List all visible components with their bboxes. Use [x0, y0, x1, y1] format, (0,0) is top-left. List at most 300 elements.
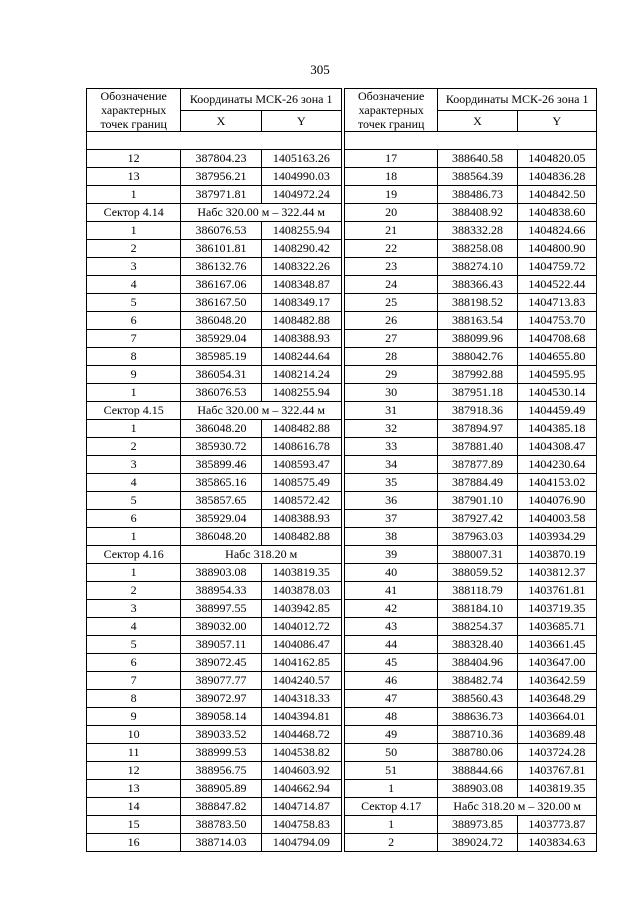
point-number: 7: [87, 672, 181, 690]
x-coordinate: 388903.08: [181, 564, 261, 582]
point-number: 3: [87, 600, 181, 618]
table-row: [345, 654, 597, 672]
point-number: 41: [345, 582, 438, 600]
table-row: [345, 294, 597, 312]
point-number: 42: [345, 600, 438, 618]
y-coordinate: 1408388.93: [261, 330, 341, 348]
y-coordinate: 1408616.78: [261, 438, 341, 456]
x-coordinate: 389072.45: [181, 654, 261, 672]
y-coordinate: 1404538.82: [261, 744, 341, 762]
table-row: [345, 744, 597, 762]
table-row: [87, 186, 342, 204]
table-row: [87, 762, 342, 780]
sector-name: Сектор 4.15: [87, 402, 181, 420]
table-row: [345, 492, 597, 510]
table-row: [345, 780, 597, 798]
table-row: [345, 438, 597, 456]
point-number: 15: [87, 816, 181, 834]
table-row: [345, 456, 597, 474]
x-coordinate: 387963.03: [438, 528, 517, 546]
table-row: [87, 708, 342, 726]
point-number: 36: [345, 492, 438, 510]
table-row: [345, 384, 597, 402]
x-coordinate: 388997.55: [181, 600, 261, 618]
point-number: 50: [345, 744, 438, 762]
sector-row: [87, 546, 342, 564]
x-coordinate: 388332.28: [438, 222, 517, 240]
y-coordinate: 1404308.47: [517, 438, 596, 456]
point-number: 14: [87, 798, 181, 816]
table-row: [345, 168, 597, 186]
point-number: 8: [87, 690, 181, 708]
x-coordinate: 388184.10: [438, 600, 517, 618]
point-number: 1: [87, 384, 181, 402]
point-number: 39: [345, 546, 438, 564]
x-coordinate: 389033.52: [181, 726, 261, 744]
table-row: [87, 690, 342, 708]
y-coordinate: 1404522.44: [517, 276, 596, 294]
point-number: 26: [345, 312, 438, 330]
y-coordinate: 1403812.37: [517, 564, 596, 582]
point-number: 9: [87, 366, 181, 384]
y-coordinate: 1408348.87: [261, 276, 341, 294]
point-number: 11: [87, 744, 181, 762]
x-coordinate: 388118.79: [438, 582, 517, 600]
y-coordinate: 1404836.28: [517, 168, 596, 186]
x-coordinate: 386048.20: [181, 528, 261, 546]
table-row: [345, 510, 597, 528]
sector-name: Сектор 4.14: [87, 204, 181, 222]
x-coordinate: 388254.37: [438, 618, 517, 636]
y-coordinate: 1403819.35: [517, 780, 596, 798]
x-coordinate: 388973.85: [438, 816, 517, 834]
x-coordinate: 386048.20: [181, 312, 261, 330]
point-number: 27: [345, 330, 438, 348]
point-number: 2: [87, 438, 181, 456]
point-number: 25: [345, 294, 438, 312]
y-coordinate: 1404972.24: [261, 186, 341, 204]
table-row: [87, 636, 342, 654]
x-coordinate: 389032.00: [181, 618, 261, 636]
y-coordinate: 1403767.81: [517, 762, 596, 780]
y-coordinate: 1408244.64: [261, 348, 341, 366]
table-row: [345, 762, 597, 780]
x-coordinate: 386054.31: [181, 366, 261, 384]
point-number: 2: [87, 240, 181, 258]
table-row: [345, 312, 597, 330]
header-separator: [345, 132, 597, 150]
x-coordinate: 388714.03: [181, 834, 261, 852]
y-coordinate: 1404230.64: [517, 456, 596, 474]
point-number: 30: [345, 384, 438, 402]
header-separator: [87, 132, 342, 150]
y-coordinate: 1404603.92: [261, 762, 341, 780]
table-row: [87, 456, 342, 474]
table-row: [345, 330, 597, 348]
x-coordinate: 387971.81: [181, 186, 261, 204]
point-number: 43: [345, 618, 438, 636]
x-coordinate: 387901.10: [438, 492, 517, 510]
table-row: [87, 384, 342, 402]
table-row: [345, 672, 597, 690]
table-row: [345, 618, 597, 636]
y-coordinate: 1403719.35: [517, 600, 596, 618]
point-number: 1: [87, 186, 181, 204]
table-row: [87, 240, 342, 258]
sector-name: Сектор 4.16: [87, 546, 181, 564]
table-row: [345, 420, 597, 438]
x-coordinate: 388366.43: [438, 276, 517, 294]
table-row: [87, 258, 342, 276]
x-coordinate: 385857.65: [181, 492, 261, 510]
y-coordinate: 1404385.18: [517, 420, 596, 438]
point-number: 4: [87, 618, 181, 636]
x-coordinate: 388328.40: [438, 636, 517, 654]
point-number: 12: [87, 150, 181, 168]
table-row: [87, 726, 342, 744]
point-number: 51: [345, 762, 438, 780]
x-coordinate: 388564.39: [438, 168, 517, 186]
sector-elevation: Набс 320.00 м – 322.44 м: [181, 204, 342, 222]
coordinates-table-left: [86, 88, 342, 852]
y-coordinate: 1404394.81: [261, 708, 341, 726]
y-coordinate: 1403642.59: [517, 672, 596, 690]
point-number: 40: [345, 564, 438, 582]
table-row: [87, 744, 342, 762]
point-number: 3: [87, 258, 181, 276]
y-coordinate: 1408593.47: [261, 456, 341, 474]
x-coordinate: 385865.16: [181, 474, 261, 492]
y-coordinate: 1403870.19: [517, 546, 596, 564]
y-coordinate: 1404759.72: [517, 258, 596, 276]
point-number: 2: [345, 834, 438, 852]
y-coordinate: 1404459.49: [517, 402, 596, 420]
point-number: 19: [345, 186, 438, 204]
y-coordinate: 1404318.33: [261, 690, 341, 708]
x-coordinate: 388007.31: [438, 546, 517, 564]
table-row: [345, 222, 597, 240]
table-row: [87, 474, 342, 492]
table-row: [345, 708, 597, 726]
y-coordinate: 1408482.88: [261, 528, 341, 546]
point-number: 10: [87, 726, 181, 744]
y-coordinate: 1404990.03: [261, 168, 341, 186]
table-row: [345, 528, 597, 546]
y-coordinate: 1405163.26: [261, 150, 341, 168]
y-coordinate: 1404012.72: [261, 618, 341, 636]
table-row: [345, 582, 597, 600]
y-coordinate: 1404662.94: [261, 780, 341, 798]
x-coordinate: 389072.97: [181, 690, 261, 708]
x-coordinate: 386132.76: [181, 258, 261, 276]
x-coordinate: 386048.20: [181, 420, 261, 438]
table-row: [87, 150, 342, 168]
y-coordinate: 1403942.85: [261, 600, 341, 618]
table-row: [87, 330, 342, 348]
sector-elevation: Набс 318.20 м: [181, 546, 342, 564]
point-number: 13: [87, 780, 181, 798]
x-coordinate: 388710.36: [438, 726, 517, 744]
x-coordinate: 388783.50: [181, 816, 261, 834]
y-coordinate: 1408572.42: [261, 492, 341, 510]
x-coordinate: 387918.36: [438, 402, 517, 420]
point-designation-header: Обозначение характерных точек границ: [345, 89, 438, 132]
y-coordinate: 1404153.02: [517, 474, 596, 492]
table-row: [87, 222, 342, 240]
point-number: 2: [87, 582, 181, 600]
y-coordinate: 1404794.09: [261, 834, 341, 852]
y-coordinate: 1408322.26: [261, 258, 341, 276]
x-coordinate: 385985.19: [181, 348, 261, 366]
point-number: 17: [345, 150, 438, 168]
table-row: [345, 816, 597, 834]
point-number: 1: [345, 816, 438, 834]
point-number: 6: [87, 312, 181, 330]
y-coordinate: 1403661.45: [517, 636, 596, 654]
x-coordinate: 388847.82: [181, 798, 261, 816]
table-row: [87, 492, 342, 510]
table-row: [345, 726, 597, 744]
table-row: [87, 168, 342, 186]
x-coordinate: 385899.46: [181, 456, 261, 474]
page-number: 305: [310, 62, 330, 77]
point-number: 32: [345, 420, 438, 438]
point-number: 1: [87, 564, 181, 582]
table-row: [87, 834, 342, 852]
x-coordinate: 387884.49: [438, 474, 517, 492]
x-coordinate: 388099.96: [438, 330, 517, 348]
x-coordinate: 386167.50: [181, 294, 261, 312]
table-row: [87, 366, 342, 384]
point-designation-header: Обозначение характерных точек границ: [87, 89, 181, 132]
y-coordinate: 1404820.05: [517, 150, 596, 168]
sector-row: [87, 402, 342, 420]
table-row: [345, 240, 597, 258]
point-number: 5: [87, 492, 181, 510]
point-number: 8: [87, 348, 181, 366]
x-coordinate: 388954.33: [181, 582, 261, 600]
point-number: 4: [87, 276, 181, 294]
x-column-header: X: [438, 110, 517, 132]
x-coordinate: 388905.89: [181, 780, 261, 798]
x-coordinate: 388163.54: [438, 312, 517, 330]
y-coordinate: 1403834.63: [517, 834, 596, 852]
point-number: 46: [345, 672, 438, 690]
table-row: [345, 150, 597, 168]
x-coordinate: 387804.23: [181, 150, 261, 168]
y-coordinate: 1408388.93: [261, 510, 341, 528]
x-coordinate: 387992.88: [438, 366, 517, 384]
point-number: 9: [87, 708, 181, 726]
y-coordinate: 1404753.70: [517, 312, 596, 330]
x-coordinate: 388274.10: [438, 258, 517, 276]
point-number: 35: [345, 474, 438, 492]
y-coordinate: 1403685.71: [517, 618, 596, 636]
y-coordinate: 1408575.49: [261, 474, 341, 492]
table-row: [87, 276, 342, 294]
point-number: 1: [87, 222, 181, 240]
point-number: 1: [87, 420, 181, 438]
y-coordinate: 1403773.87: [517, 816, 596, 834]
y-coordinate: 1404530.14: [517, 384, 596, 402]
x-coordinate: 386076.53: [181, 222, 261, 240]
point-number: 44: [345, 636, 438, 654]
x-coordinate: 388198.52: [438, 294, 517, 312]
y-coordinate: 1404714.87: [261, 798, 341, 816]
point-number: 22: [345, 240, 438, 258]
x-coordinate: 387894.97: [438, 420, 517, 438]
point-number: 1: [87, 528, 181, 546]
x-coordinate: 387951.18: [438, 384, 517, 402]
table-row: [87, 672, 342, 690]
sector-elevation: Набс 318.20 м – 320.00 м: [438, 798, 597, 816]
table-row: [345, 348, 597, 366]
x-coordinate: 388042.76: [438, 348, 517, 366]
point-number: 47: [345, 690, 438, 708]
y-column-header: Y: [261, 110, 341, 132]
x-coordinate: 388636.73: [438, 708, 517, 726]
table-row: [87, 816, 342, 834]
table-row: [87, 600, 342, 618]
y-column-header: Y: [517, 110, 596, 132]
x-coordinate: 388059.52: [438, 564, 517, 582]
point-number: 16: [87, 834, 181, 852]
y-coordinate: 1404838.60: [517, 204, 596, 222]
table-row: [87, 564, 342, 582]
y-coordinate: 1403664.01: [517, 708, 596, 726]
y-coordinate: 1408255.94: [261, 384, 341, 402]
x-coordinate: 387956.21: [181, 168, 261, 186]
point-number: 13: [87, 168, 181, 186]
point-number: 4: [87, 474, 181, 492]
x-coordinate: 388482.74: [438, 672, 517, 690]
y-coordinate: 1403934.29: [517, 528, 596, 546]
table-row: [345, 834, 597, 852]
coordinate-system-header: Координаты МСК-26 зона 1: [438, 89, 597, 111]
sector-row: [345, 798, 597, 816]
table-row: [345, 600, 597, 618]
table-row: [87, 582, 342, 600]
y-coordinate: 1404800.90: [517, 240, 596, 258]
point-number: 20: [345, 204, 438, 222]
y-coordinate: 1408290.42: [261, 240, 341, 258]
point-number: 5: [87, 636, 181, 654]
point-number: 6: [87, 510, 181, 528]
table-row: [345, 636, 597, 654]
point-number: 28: [345, 348, 438, 366]
coordinates-table-right: [344, 88, 597, 852]
y-coordinate: 1404468.72: [261, 726, 341, 744]
y-coordinate: 1403724.28: [517, 744, 596, 762]
y-coordinate: 1403761.81: [517, 582, 596, 600]
point-number: 23: [345, 258, 438, 276]
y-coordinate: 1404003.58: [517, 510, 596, 528]
point-number: 5: [87, 294, 181, 312]
y-coordinate: 1404655.80: [517, 348, 596, 366]
point-number: 37: [345, 510, 438, 528]
x-coordinate: 387927.42: [438, 510, 517, 528]
x-coordinate: 388560.43: [438, 690, 517, 708]
y-coordinate: 1404758.83: [261, 816, 341, 834]
x-coordinate: 385929.04: [181, 510, 261, 528]
table-row: [345, 276, 597, 294]
table-row: [345, 402, 597, 420]
x-coordinate: 386167.06: [181, 276, 261, 294]
x-coordinate: 385930.72: [181, 438, 261, 456]
table-row: [87, 654, 342, 672]
sector-row: [87, 204, 342, 222]
y-coordinate: 1403689.48: [517, 726, 596, 744]
point-number: 33: [345, 438, 438, 456]
x-coordinate: 388999.53: [181, 744, 261, 762]
x-column-header: X: [181, 110, 261, 132]
table-row: [345, 564, 597, 582]
x-coordinate: 388640.58: [438, 150, 517, 168]
y-coordinate: 1404595.95: [517, 366, 596, 384]
y-coordinate: 1404708.68: [517, 330, 596, 348]
point-number: 6: [87, 654, 181, 672]
x-coordinate: 388780.06: [438, 744, 517, 762]
table-row: [345, 258, 597, 276]
x-coordinate: 386101.81: [181, 240, 261, 258]
point-number: 21: [345, 222, 438, 240]
y-coordinate: 1404240.57: [261, 672, 341, 690]
table-row: [87, 438, 342, 456]
x-coordinate: 388956.75: [181, 762, 261, 780]
x-coordinate: 388408.92: [438, 204, 517, 222]
x-coordinate: 385929.04: [181, 330, 261, 348]
y-coordinate: 1408214.24: [261, 366, 341, 384]
x-coordinate: 388258.08: [438, 240, 517, 258]
x-coordinate: 389077.77: [181, 672, 261, 690]
y-coordinate: 1408349.17: [261, 294, 341, 312]
y-coordinate: 1403878.03: [261, 582, 341, 600]
point-number: 45: [345, 654, 438, 672]
x-coordinate: 388486.73: [438, 186, 517, 204]
y-coordinate: 1408482.88: [261, 420, 341, 438]
table-row: [345, 366, 597, 384]
y-coordinate: 1404713.83: [517, 294, 596, 312]
table-row: [87, 780, 342, 798]
point-number: 12: [87, 762, 181, 780]
table-row: [87, 618, 342, 636]
y-coordinate: 1404162.85: [261, 654, 341, 672]
table-row: [87, 528, 342, 546]
point-number: 1: [345, 780, 438, 798]
table-row: [345, 690, 597, 708]
sector-elevation: Набс 320.00 м – 322.44 м: [181, 402, 342, 420]
x-coordinate: 387877.89: [438, 456, 517, 474]
x-coordinate: 387881.40: [438, 438, 517, 456]
x-coordinate: 388844.66: [438, 762, 517, 780]
table-row: [87, 348, 342, 366]
y-coordinate: 1404076.90: [517, 492, 596, 510]
table-row: [87, 420, 342, 438]
point-number: 48: [345, 708, 438, 726]
x-coordinate: 388404.96: [438, 654, 517, 672]
x-coordinate: 389024.72: [438, 834, 517, 852]
x-coordinate: 388903.08: [438, 780, 517, 798]
table-row: [87, 312, 342, 330]
y-coordinate: 1408482.88: [261, 312, 341, 330]
y-coordinate: 1403647.00: [517, 654, 596, 672]
point-number: 18: [345, 168, 438, 186]
y-coordinate: 1404824.66: [517, 222, 596, 240]
point-number: 34: [345, 456, 438, 474]
x-coordinate: 386076.53: [181, 384, 261, 402]
point-number: 49: [345, 726, 438, 744]
coordinate-system-header: Координаты МСК-26 зона 1: [181, 89, 342, 111]
